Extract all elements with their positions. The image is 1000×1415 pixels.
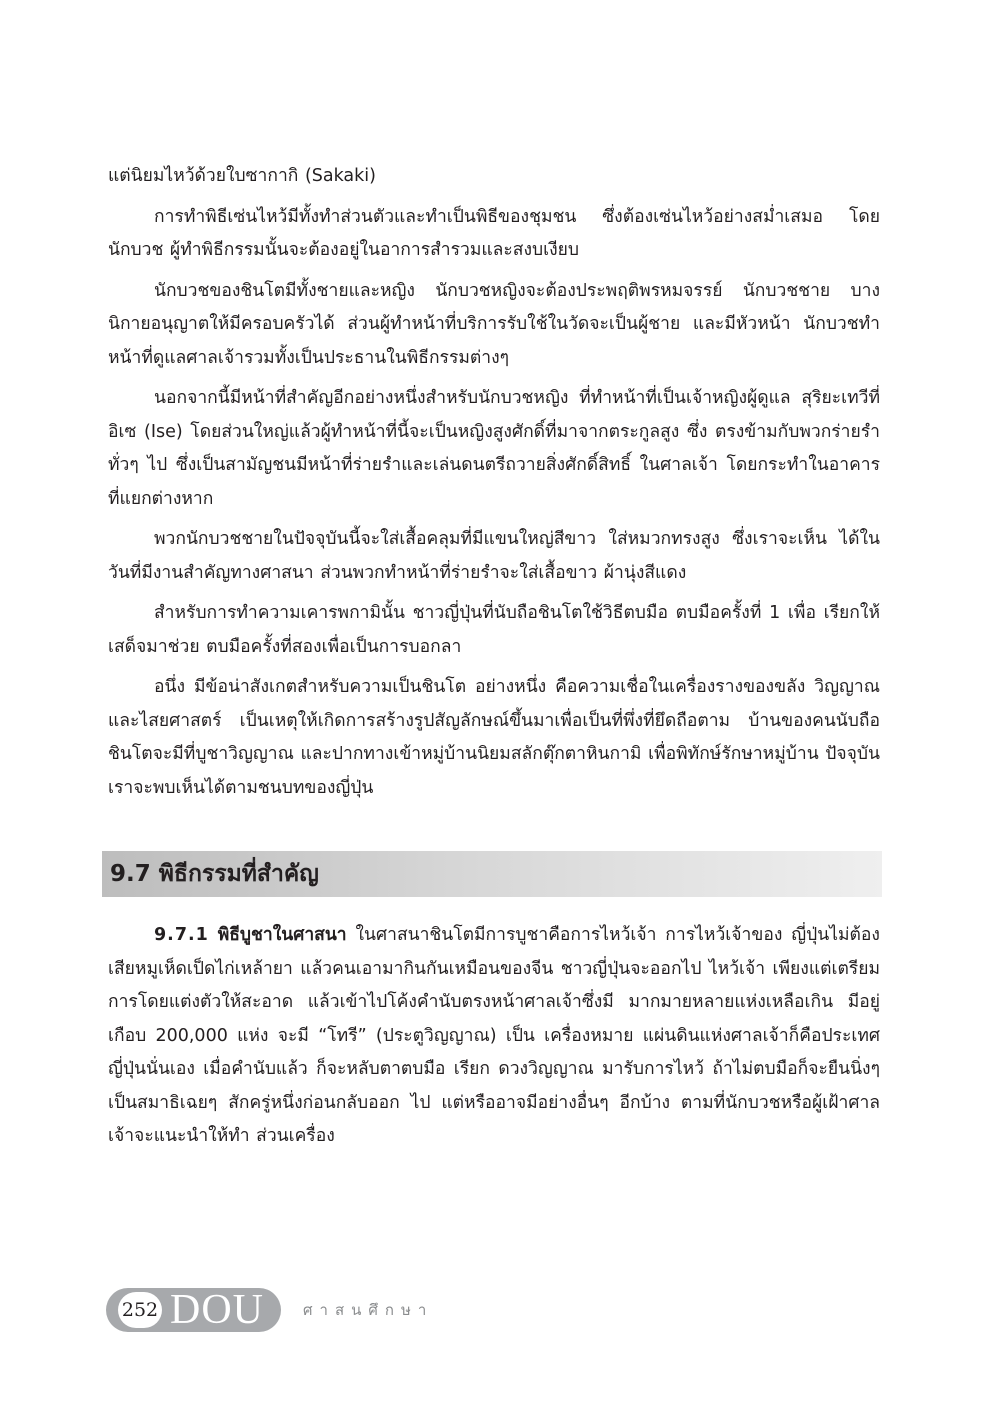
course-title: ศาสนศึกษา — [303, 1301, 434, 1319]
paragraph-clapping: สำหรับการทำความเคารพกามินั้น ชาวญี่ปุ่นที่นับถือชินโตใช้วิธีตบมือ ตบมือครั้งที่ 1 เพื่อ เรียกให้เสด็จมาช่วย ตบมือครั้งที่สองเพื่อเป็นการบอกลา — [108, 603, 880, 657]
paragraph-priest-attire: พวกนักบวชชายในปัจจุบันนี้จะใส่เสื้อคลุมที่มีแขนใหญ่สีขาว ใส่หมวกทรงสูง ซึ่งเราจะเห็น ได้ในวันที่มีงานสำคัญทางศาสนา ส่วนพวกทำหน้าที่ร่ายรำจะใส่เสื้อขาว ผ้านุ่งสีแดง — [108, 529, 880, 583]
section-heading: 9.7 พิธีกรรมที่สำคัญ — [110, 861, 319, 887]
paragraph-worship-rituals: การทำพิธีเซ่นไหว้มีทั้งทำส่วนตัวและทำเป็นพิธีของชุมชน ซึ่งต้องเซ่นไหว้อย่างสม่ำเสมอ โดยนักบวช ผู้ทำพิธีกรรมนั้นจะต้องอยู่ในอาการสำรวมและสงบเงียบ — [108, 206, 880, 260]
page-number: 252 — [118, 1292, 162, 1328]
page-footer — [106, 1287, 433, 1333]
section-heading-bar — [102, 851, 882, 897]
paragraph-continuation: แต่นิยมไหว้ด้วยใบซากากิ (Sakaki) — [108, 166, 376, 186]
subsection-number: 9.7.1 — [154, 925, 209, 945]
page-body — [108, 160, 880, 1161]
subsection-title: พิธีบูชาในศาสนา — [217, 925, 347, 945]
dou-logo-text: DOU — [170, 1287, 264, 1333]
paragraph-subsection-worship — [108, 919, 880, 1154]
paragraph-priestess-duty: นอกจากนี้มีหน้าที่สำคัญอีกอย่างหนึ่งสำหรับนักบวชหญิง ที่ทำหน้าที่เป็นเจ้าหญิงผู้ดูแล สุริยะเทวีที่อิเซ (Ise) โดยส่วนใหญ่แล้วผู้ทำหน้าที่นี้จะเป็นหญิงสูงศักดิ์ที่มาจากตระกูลสูง ซึ่ง ตรงข้ามกับพวกร่ายรำทั่วๆ ไป ซึ่งเป็นสามัญชนมีหน้าที่ร่ายรำและเล่นดนตรีถวายสิ่งศักดิ์สิทธิ์ ในศาลเจ้า โดยกระทำในอาคารที่แยกต่างหาก — [108, 388, 880, 509]
subsection-body: ในศาสนาชินโตมีการบูชาคือการไหว้เจ้า การไหว้เจ้าของ ญี่ปุ่นไม่ต้องเสียหมูเห็ดเป็ดไก่เหล้ายา แล้วคนเอามากินกันเหมือนของจีน ชาวญี่ปุ่นจะออกไป ไหว้เจ้า เพียงแต่เตรียมการโดยแต่งตัวให้สะอาด แล้วเข้าไปโค้งคำนับตรงหน้าศาลเจ้าซึ่งมี มากมายหลายแห่งเหลือเกิน มีอยู่เกือบ 200,000 แห่ง จะมี “โทรี” (ประตูวิญญาณ) เป็น เครื่องหมาย แผ่นดินแห่งศาลเจ้าก็คือประเทศญี่ปุ่นนั่นเอง เมื่อคำนับแล้ว ก็จะหลับตาตบมือ เรียก ดวงวิญญาณ มารับการไหว้ ถ้าไม่ตบมือก็จะยืนนิ่งๆ เป็นสมาธิเฉยๆ สักครู่หนึ่งก่อนกลับออก ไป แต่หรืออาจมีอย่างอื่นๆ อีกบ้าง ตามที่นักบวชหรือผู้เฝ้าศาลเจ้าจะแนะนำให้ทำ ส่วนเครื่อง — [108, 925, 880, 1146]
footer-logo-pill — [106, 1288, 281, 1332]
paragraph-priests: นักบวชของชินโตมีทั้งชายและหญิง นักบวชหญิงจะต้องประพฤติพรหมจรรย์ นักบวชชาย บางนิกายอนุญาตให้มีครอบครัวได้ ส่วนผู้ทำหน้าที่บริการรับใช้ในวัดจะเป็นผู้ชาย และมีหัวหน้า นักบวชทำหน้าที่ดูแลศาลเจ้ารวมทั้งเป็นประธานในพิธีกรรมต่างๆ — [108, 280, 880, 368]
paragraph-amulets: อนึ่ง มีข้อน่าสังเกตสำหรับความเป็นชินโต อย่างหนึ่ง คือความเชื่อในเครื่องรางของขลัง วิญญาณและไสยศาสตร์ เป็นเหตุให้เกิดการสร้างรูปสัญลักษณ์ขึ้นมาเพื่อเป็นที่พึ่งที่ยึดถือตาม บ้านของคนนับถือชินโตจะมีที่บูชาวิญญาณ และปากทางเข้าหมู่บ้านนิยมสลักตุ๊กตาหินกามิ เพื่อพิทักษ์รักษาหมู่บ้าน ปัจจุบันเราจะพบเห็นได้ตามชนบทของญี่ปุ่น — [108, 677, 880, 798]
